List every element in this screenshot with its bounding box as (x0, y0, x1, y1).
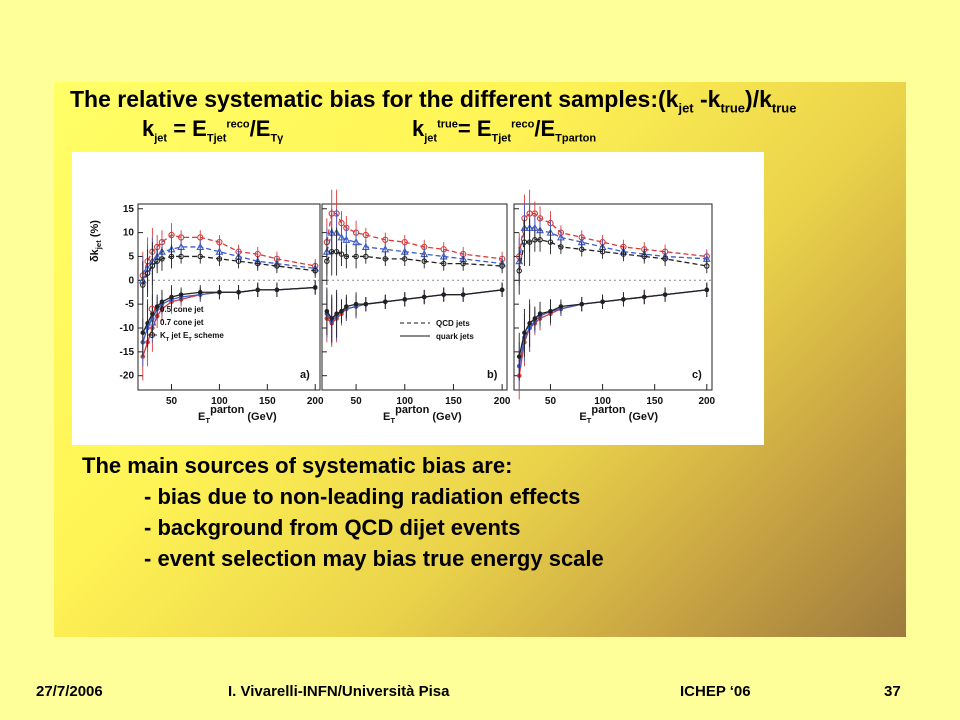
y-tick-label: 15 (122, 203, 134, 215)
data-point (340, 310, 344, 314)
formula-sub1: Tjet (206, 132, 227, 145)
formula-sub2: Tγ (270, 132, 284, 145)
formula-kjet (142, 116, 283, 144)
formula-eq: = E (167, 116, 207, 141)
data-point (622, 298, 626, 302)
x-tick-label: 150 (258, 396, 276, 407)
x-tick-label: 50 (350, 396, 362, 407)
title-minus: -k (693, 86, 721, 112)
y-tick-label: -20 (119, 370, 134, 382)
slide-panel (54, 82, 906, 637)
data-point (354, 302, 358, 306)
series-line (143, 235, 315, 276)
x-tick-label: 150 (646, 396, 664, 407)
y-tick-label: -10 (119, 323, 134, 334)
slide-title (70, 86, 796, 116)
title-text: The relative systematic bias for the different samples:( (70, 86, 666, 112)
title-sub-jet: jet (678, 100, 694, 116)
formula-sup1: reco (226, 118, 250, 131)
data-point (141, 331, 145, 335)
formula-k: k (412, 116, 425, 141)
data-point (383, 300, 387, 304)
footer-author: I. Vivarelli-INFN/Università Pisa (228, 683, 450, 700)
x-tick-label: 200 (306, 396, 324, 407)
series-line (327, 290, 502, 323)
data-point (330, 317, 334, 321)
x-axis-label: $E_Tparton$ (GeV) (383, 404, 462, 425)
data-point (500, 288, 504, 292)
panel-label: c) (692, 369, 702, 381)
x-tick-label: 100 (594, 396, 611, 407)
formula-sub2: Tparton (555, 132, 597, 145)
data-point (218, 290, 222, 294)
data-point (528, 321, 532, 325)
panel-label: b) (487, 369, 498, 381)
data-point (461, 293, 465, 297)
series-line (327, 290, 502, 319)
data-point (549, 310, 553, 314)
x-axis-label: $E_Tparton$ (GeV) (198, 404, 277, 425)
footer-date: 27/7/2006 (36, 683, 103, 700)
formula-k: k (142, 116, 155, 141)
data-point (275, 288, 279, 292)
bullet-item: - bias due to non-leading radiation effects (144, 484, 581, 509)
series-line (519, 290, 707, 357)
data-point (179, 293, 183, 297)
sources-list (82, 450, 604, 574)
formula-k-sub: jet (424, 132, 438, 145)
formula-kjet-true (412, 116, 596, 144)
y-tick-label: -5 (125, 299, 134, 311)
title-sub-true2: true (771, 100, 797, 116)
series-line (519, 290, 707, 376)
series-line (327, 252, 502, 266)
data-point (601, 300, 605, 304)
y-tick-label: 10 (122, 227, 134, 239)
y-axis-label: $\delta k_{jet}$ (%) (89, 220, 103, 262)
x-tick-label: 50 (544, 396, 557, 407)
data-point (155, 305, 159, 309)
title-k: k (665, 86, 679, 112)
data-point (170, 295, 174, 299)
formula-sup1: reco (511, 118, 535, 131)
x-tick-label: 100 (211, 396, 228, 407)
data-point (345, 305, 349, 309)
data-point (517, 355, 521, 359)
series-line (327, 214, 502, 259)
data-point (151, 312, 155, 316)
formula-k-sup: true (437, 118, 458, 131)
data-point (364, 302, 368, 306)
y-tick-label: 5 (128, 251, 134, 263)
footer-page-number: 37 (884, 683, 901, 700)
data-point (580, 302, 584, 306)
data-point (663, 293, 667, 297)
plot-frame (514, 204, 712, 390)
formula-slash: /E (534, 116, 556, 141)
legend-label: $K_T$ jet $E_T$ scheme (160, 331, 224, 343)
plot-frame (138, 204, 320, 390)
y-tick-label: -15 (119, 346, 134, 358)
footer-conference: ICHEP ‘06 (680, 683, 751, 700)
data-point (325, 310, 329, 314)
formula-eq: = E (457, 116, 492, 141)
series-line (327, 233, 502, 264)
data-point (256, 288, 260, 292)
x-tick-label: 100 (396, 396, 414, 407)
bias-chart-svg (72, 152, 764, 445)
x-axis-label: $E_Tparton$ (GeV) (579, 404, 659, 425)
legend-label: QCD jets (436, 319, 470, 328)
panel-label: a) (300, 369, 310, 381)
x-tick-label: 50 (165, 396, 178, 407)
data-point (442, 293, 446, 297)
y-tick-label: 0 (128, 275, 134, 287)
formula-sub1: Tjet (491, 132, 512, 145)
data-point (642, 295, 646, 299)
bullet-item: - event selection may bias true energy scale (144, 546, 604, 571)
bias-figure (72, 152, 764, 445)
x-tick-label: 200 (493, 396, 511, 407)
data-point (533, 317, 537, 321)
data-point (705, 288, 709, 292)
data-point (198, 290, 202, 294)
title-close: )/k (745, 86, 772, 112)
x-tick-label: 200 (698, 396, 716, 407)
data-point (523, 331, 527, 335)
plot-frame (322, 204, 507, 390)
data-point (422, 295, 426, 299)
data-point (559, 305, 563, 309)
data-point (237, 290, 241, 294)
sources-heading: The main sources of systematic bias are: (82, 453, 513, 478)
data-point (335, 312, 339, 316)
bullet-item: - background from QCD dijet events (144, 515, 521, 540)
legend-label: 0.5 cone jet (160, 305, 204, 314)
title-sub-true: true (720, 100, 746, 116)
data-point (160, 300, 164, 304)
x-tick-label: 150 (445, 396, 462, 407)
formula-slash: /E (249, 116, 271, 141)
series-line (519, 290, 707, 366)
legend-label: 0.7 cone jet (160, 318, 204, 327)
data-point (403, 298, 407, 302)
formula-k-sub: jet (154, 132, 168, 145)
data-point (313, 286, 317, 290)
legend-label: quark jets (436, 332, 474, 341)
data-point (538, 312, 542, 316)
